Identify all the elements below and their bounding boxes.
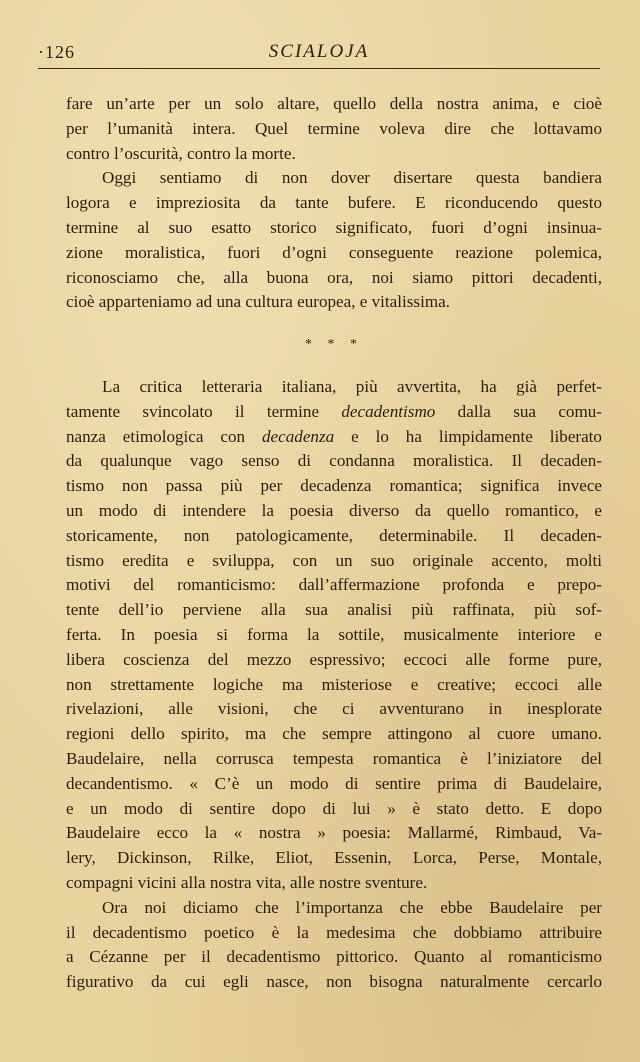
text-line: contro l’oscurità, contro la morte. bbox=[66, 143, 296, 163]
text-line bbox=[66, 400, 602, 425]
text-line: tismo eredita e sviluppa, con un suo originale accento, molti bbox=[66, 550, 602, 570]
text-line: zione moralistica, fuori d’ogni conseguente reazione polemica, bbox=[66, 242, 602, 262]
text-fragment: nanza etimologica con bbox=[66, 426, 262, 446]
section-separator: * * * bbox=[305, 337, 363, 353]
paragraph bbox=[66, 92, 602, 166]
text-line: e un modo di sentire dopo di lui » è stato detto. E dopo bbox=[66, 798, 602, 818]
text-line: libera coscienza del mezzo espressivo; eccoci alle forme pure, bbox=[66, 649, 602, 669]
text-line: a Cézanne per il decadentismo pittorico. Quanto al romanticismo bbox=[66, 947, 602, 967]
page-header bbox=[38, 38, 600, 69]
running-title: SCIALOJA bbox=[268, 41, 370, 62]
text-line: rivelazioni, alle visioni, che ci avventurano in inesplorate bbox=[66, 699, 602, 719]
italic-term: decadenza bbox=[262, 426, 335, 446]
text-line: compagni vicini alla nostra vita, alle nostre sventure. bbox=[66, 872, 428, 892]
text-line: motivi del romanticismo: dall’affermazione profonda e prepo- bbox=[66, 575, 602, 595]
text-fragment: e lo ha limpidamente liberato bbox=[334, 426, 602, 446]
text-line: decandentismo. « C’è un modo di sentire prima di Baudelaire, bbox=[66, 773, 602, 793]
text-line: tismo non passa più per decadenza romantica; significa invece bbox=[66, 476, 602, 496]
text-line: storicamente, non patologicamente, determinabile. Il decaden- bbox=[66, 525, 602, 545]
italic-term: decadentismo bbox=[341, 401, 436, 421]
text-line: figurativo da cui egli nasce, non bisogna naturalmente cercarlo bbox=[66, 972, 602, 992]
body-text bbox=[66, 92, 602, 995]
text-line: fare un’arte per un solo altare, quello della nostra anima, e cioè bbox=[66, 94, 602, 113]
text-line: termine al suo esatto storico significato, fuori d’ogni insinua- bbox=[66, 217, 602, 237]
text-line: logora e impreziosita da tante bufere. E riconducendo questo bbox=[66, 193, 602, 213]
text-line: da qualunque vago senso di condanna moralistica. Il decaden- bbox=[66, 451, 602, 471]
text-line: lery, Dickinson, Rilke, Eliot, Essenin, Lorca, Perse, Montale, bbox=[66, 848, 602, 868]
text-line: La critica letteraria italiana, più avvertita, ha già perfet- bbox=[102, 376, 602, 396]
text-fragment: tamente svincolato il termine bbox=[66, 401, 342, 421]
paragraph bbox=[66, 375, 602, 896]
text-line: cioè apparteniamo ad una cultura europea, e vitalissima. bbox=[66, 292, 450, 312]
text-line: Baudelaire ecco la « nostra » poesia: Mallarmé, Rimbaud, Va- bbox=[66, 823, 602, 843]
text-fragment: dalla sua comu- bbox=[435, 401, 602, 421]
text-line: un modo di intendere la poesia diverso da quello romantico, e bbox=[66, 500, 602, 520]
text-line: il decadentismo poetico è la medesima che dobbiamo attribuire bbox=[66, 922, 602, 942]
text-line: regioni dello spirito, ma che sempre attingono al cuore umano. bbox=[66, 724, 602, 744]
text-line: Ora noi diciamo che l’importanza che ebbe Baudelaire per bbox=[102, 897, 602, 917]
text-line: Oggi sentiamo di non dover disertare questa bandiera bbox=[102, 168, 602, 188]
page-number: ·126 bbox=[38, 42, 75, 62]
text-line: non strettamente logiche ma misteriose e creative; eccoci alle bbox=[66, 674, 602, 694]
paragraph bbox=[66, 896, 602, 995]
text-line bbox=[66, 425, 602, 450]
text-line: ferta. In poesia si forma la sottile, musicalmente interiore e bbox=[66, 624, 602, 644]
text-line: tente dell’io perviene alla sua analisi più raffinata, più sof- bbox=[66, 600, 602, 620]
text-line: Baudelaire, nella corrusca tempesta romantica è l’iniziatore del bbox=[66, 748, 602, 768]
text-line: riconosciamo che, alla buona ora, noi siamo pittori decadenti, bbox=[66, 267, 602, 287]
paragraph bbox=[66, 166, 602, 315]
text-line: per l’umanità intera. Quel termine voleva dire che lottavamo bbox=[66, 118, 602, 138]
